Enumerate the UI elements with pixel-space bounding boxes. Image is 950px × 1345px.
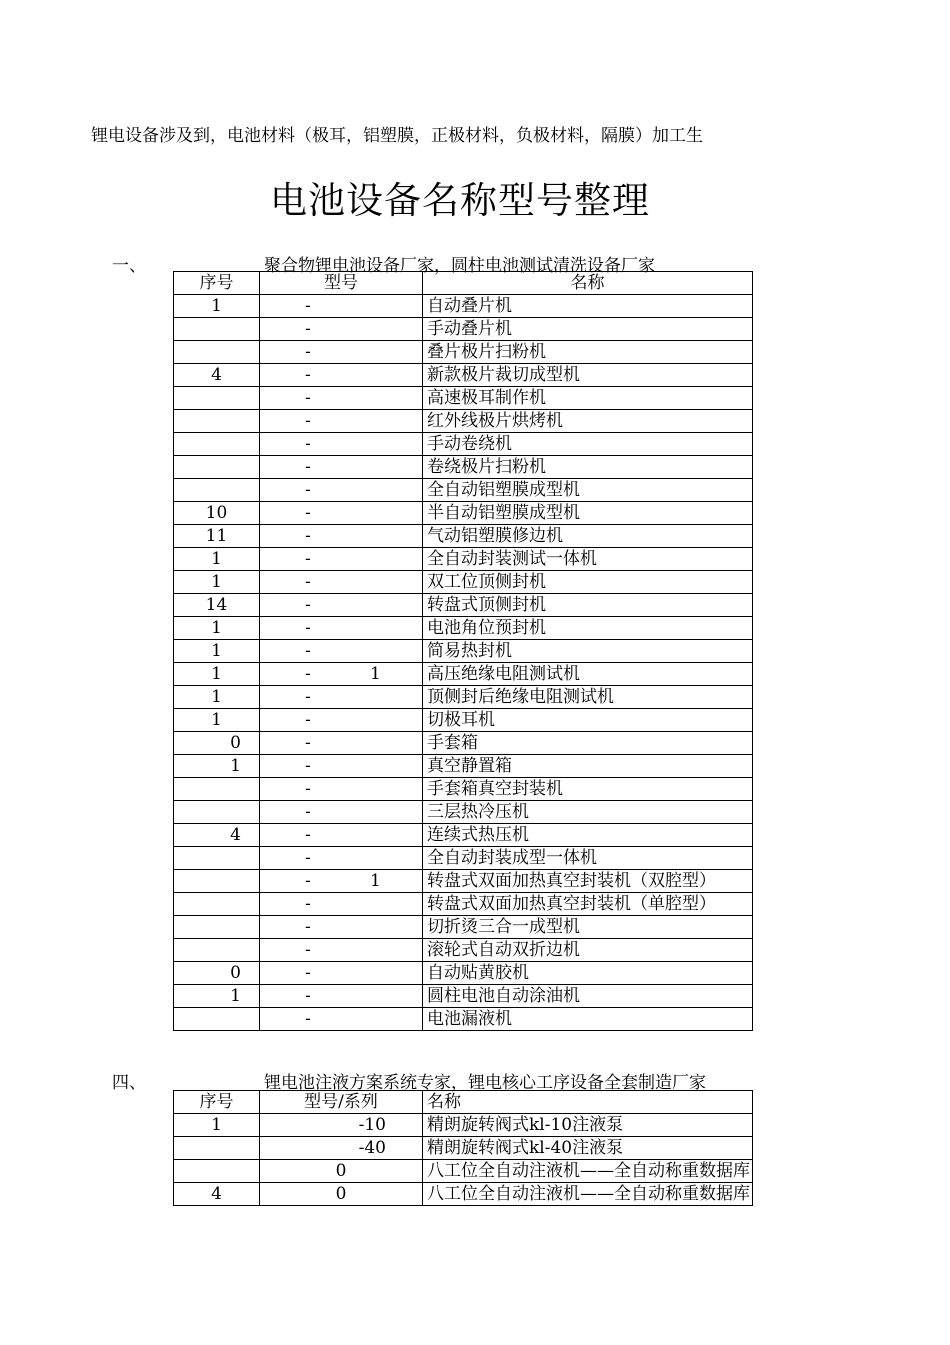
table-row <box>174 1183 753 1206</box>
row-serial <box>174 939 260 962</box>
row-serial <box>174 778 260 801</box>
table-row <box>174 755 753 778</box>
row-serial: 1 <box>174 985 260 1008</box>
row-serial: 0 <box>174 732 260 755</box>
row-model <box>260 870 423 893</box>
row-serial: 1 <box>174 709 260 732</box>
row-name: 全自动封装成型一体机 <box>423 847 753 870</box>
model-dash: - <box>305 434 311 454</box>
row-serial: 10 <box>174 502 260 525</box>
table-row <box>174 1137 753 1160</box>
row-name: 圆柱电池自动涂油机 <box>423 985 753 1008</box>
row-name: 双工位顶侧封机 <box>423 571 753 594</box>
row-serial: 1 <box>174 1114 260 1137</box>
table-row <box>174 640 753 663</box>
intro-text: 锂电设备涉及到，电池材料（极耳，铝塑膜，正极材料，负极材料，隔膜）加工生 <box>91 126 703 146</box>
row-serial <box>174 456 260 479</box>
row-model <box>260 640 423 663</box>
row-model <box>260 594 423 617</box>
model-dash: - <box>305 733 311 753</box>
table-row <box>174 1114 753 1137</box>
table-row <box>174 778 753 801</box>
row-serial <box>174 1160 260 1183</box>
model-dash: - <box>305 779 311 799</box>
model-dash: - <box>305 825 311 845</box>
row-serial: 11 <box>174 525 260 548</box>
row-name: 自动叠片机 <box>423 295 753 318</box>
table-row <box>174 617 753 640</box>
row-serial: 1 <box>174 617 260 640</box>
row-model-series: -10 <box>260 1114 423 1137</box>
row-name: 气动铝塑膜修边机 <box>423 525 753 548</box>
header-model: 型号 <box>260 272 423 295</box>
row-model <box>260 824 423 847</box>
row-name: 高压绝缘电阻测试机 <box>423 663 753 686</box>
row-serial: 4 <box>174 824 260 847</box>
table-row <box>174 893 753 916</box>
row-serial <box>174 433 260 456</box>
table-header-row <box>174 272 753 295</box>
table-row <box>174 456 753 479</box>
row-name: 真空静置箱 <box>423 755 753 778</box>
row-name: 全自动封装测试一体机 <box>423 548 753 571</box>
model-dash: - <box>305 595 311 615</box>
model-dash: - <box>305 871 311 891</box>
table-row <box>174 433 753 456</box>
row-model <box>260 456 423 479</box>
row-serial: 0 <box>174 962 260 985</box>
model-dash: - <box>305 664 311 684</box>
table-row <box>174 594 753 617</box>
row-model-series: 0 <box>260 1183 423 1206</box>
model-dash: - <box>305 641 311 661</box>
row-model <box>260 433 423 456</box>
table-row <box>174 962 753 985</box>
equipment-table-4 <box>173 1090 753 1206</box>
row-name: 精朗旋转阀式kl-40注液泵 <box>423 1137 753 1160</box>
row-name: 电池角位预封机 <box>423 617 753 640</box>
row-serial: 1 <box>174 548 260 571</box>
row-model <box>260 962 423 985</box>
table-row <box>174 410 753 433</box>
model-dash: - <box>305 457 311 477</box>
model-dash: - <box>305 894 311 914</box>
row-serial <box>174 387 260 410</box>
row-model <box>260 663 423 686</box>
row-model <box>260 295 423 318</box>
row-model-series: -40 <box>260 1137 423 1160</box>
header-serial: 序号 <box>174 1091 260 1114</box>
row-serial <box>174 916 260 939</box>
row-model <box>260 847 423 870</box>
model-dash: - <box>305 319 311 339</box>
model-dash: - <box>305 618 311 638</box>
table-row <box>174 870 753 893</box>
model-dash: - <box>305 572 311 592</box>
row-name: 连续式热压机 <box>423 824 753 847</box>
page-title: 电池设备名称型号整理 <box>270 179 650 222</box>
row-name: 新款极片裁切成型机 <box>423 364 753 387</box>
model-dash: - <box>305 940 311 960</box>
row-serial: 1 <box>174 663 260 686</box>
model-suffix: 1 <box>370 871 381 891</box>
model-suffix: 1 <box>370 664 381 684</box>
row-name: 三层热冷压机 <box>423 801 753 824</box>
model-dash: - <box>305 526 311 546</box>
table-row <box>174 801 753 824</box>
row-serial <box>174 341 260 364</box>
row-name: 滚轮式自动双折边机 <box>423 939 753 962</box>
row-name: 叠片极片扫粉机 <box>423 341 753 364</box>
row-serial <box>174 847 260 870</box>
table-row <box>174 732 753 755</box>
row-serial <box>174 410 260 433</box>
row-model <box>260 755 423 778</box>
row-name: 八工位全自动注液机——全自动称重数据库 <box>423 1160 753 1183</box>
header-name: 名称 <box>423 1091 753 1114</box>
table-row <box>174 1008 753 1031</box>
row-model <box>260 479 423 502</box>
header-serial: 序号 <box>174 272 260 295</box>
row-name: 转盘式双面加热真空封装机（双腔型） <box>423 870 753 893</box>
model-dash: - <box>305 411 311 431</box>
table-row <box>174 479 753 502</box>
table-row <box>174 847 753 870</box>
model-dash: - <box>305 917 311 937</box>
table-header-row <box>174 1091 753 1114</box>
row-model <box>260 387 423 410</box>
table-row <box>174 364 753 387</box>
row-name: 卷绕极片扫粉机 <box>423 456 753 479</box>
row-serial: 4 <box>174 364 260 387</box>
row-name: 手动卷绕机 <box>423 433 753 456</box>
row-model <box>260 364 423 387</box>
model-dash: - <box>305 342 311 362</box>
model-dash: - <box>305 480 311 500</box>
row-serial: 1 <box>174 686 260 709</box>
section-4-title: 锂电池注液方案系统专家，锂电核心工序设备全套制造厂家 <box>264 1073 706 1093</box>
row-serial <box>174 479 260 502</box>
model-dash: - <box>305 802 311 822</box>
row-serial <box>174 870 260 893</box>
row-model <box>260 686 423 709</box>
row-name: 手套箱 <box>423 732 753 755</box>
model-dash: - <box>305 756 311 776</box>
row-name: 电池漏液机 <box>423 1008 753 1031</box>
row-model <box>260 939 423 962</box>
row-name: 转盘式顶侧封机 <box>423 594 753 617</box>
model-dash: - <box>305 687 311 707</box>
section-1-number: 一、 <box>112 256 146 276</box>
model-dash: - <box>305 963 311 983</box>
row-name: 顶侧封后绝缘电阻测试机 <box>423 686 753 709</box>
row-name: 转盘式双面加热真空封装机（单腔型） <box>423 893 753 916</box>
row-model <box>260 801 423 824</box>
table-row <box>174 709 753 732</box>
table-row <box>174 525 753 548</box>
table-row <box>174 387 753 410</box>
row-name: 红外线极片烘烤机 <box>423 410 753 433</box>
row-model <box>260 525 423 548</box>
row-model <box>260 985 423 1008</box>
row-model <box>260 709 423 732</box>
table-row <box>174 686 753 709</box>
table-row <box>174 985 753 1008</box>
model-dash: - <box>305 365 311 385</box>
model-dash: - <box>305 710 311 730</box>
model-dash: - <box>305 296 311 316</box>
table-row <box>174 571 753 594</box>
table-row <box>174 663 753 686</box>
model-dash: - <box>305 986 311 1006</box>
table-row <box>174 939 753 962</box>
row-name: 精朗旋转阀式kl-10注液泵 <box>423 1114 753 1137</box>
row-serial: 4 <box>174 1183 260 1206</box>
row-name: 手动叠片机 <box>423 318 753 341</box>
row-model <box>260 617 423 640</box>
row-name: 全自动铝塑膜成型机 <box>423 479 753 502</box>
row-name: 自动贴黄胶机 <box>423 962 753 985</box>
model-dash: - <box>305 549 311 569</box>
row-serial: 1 <box>174 640 260 663</box>
table-row <box>174 824 753 847</box>
header-model-series: 型号/系列 <box>260 1091 423 1114</box>
row-model <box>260 318 423 341</box>
table-row <box>174 341 753 364</box>
row-name: 简易热封机 <box>423 640 753 663</box>
equipment-table-1 <box>173 271 753 1031</box>
row-model <box>260 502 423 525</box>
table-row <box>174 318 753 341</box>
row-serial: 1 <box>174 571 260 594</box>
header-name: 名称 <box>423 272 753 295</box>
row-model <box>260 341 423 364</box>
row-model <box>260 778 423 801</box>
model-dash: - <box>305 1009 311 1029</box>
row-model <box>260 410 423 433</box>
row-serial <box>174 1137 260 1160</box>
row-name: 八工位全自动注液机——全自动称重数据库 <box>423 1183 753 1206</box>
row-name: 切折烫三合一成型机 <box>423 916 753 939</box>
section-1-title: 聚合物锂电池设备厂家，圆柱电池测试清洗设备厂家 <box>264 256 655 276</box>
row-serial <box>174 893 260 916</box>
row-serial: 14 <box>174 594 260 617</box>
table-row <box>174 548 753 571</box>
model-dash: - <box>305 388 311 408</box>
row-model-series: 0 <box>260 1160 423 1183</box>
table-row <box>174 295 753 318</box>
row-serial <box>174 318 260 341</box>
table-row <box>174 502 753 525</box>
row-model <box>260 571 423 594</box>
row-name: 半自动铝塑膜成型机 <box>423 502 753 525</box>
model-dash: - <box>305 848 311 868</box>
row-serial <box>174 1008 260 1031</box>
row-model <box>260 916 423 939</box>
table-row <box>174 1160 753 1183</box>
row-name: 高速极耳制作机 <box>423 387 753 410</box>
table-row <box>174 916 753 939</box>
row-model <box>260 548 423 571</box>
row-model <box>260 893 423 916</box>
row-name: 手套箱真空封装机 <box>423 778 753 801</box>
model-dash: - <box>305 503 311 523</box>
row-serial: 1 <box>174 295 260 318</box>
row-model <box>260 732 423 755</box>
row-model <box>260 1008 423 1031</box>
row-name: 切极耳机 <box>423 709 753 732</box>
section-4-number: 四、 <box>112 1073 146 1093</box>
row-serial: 1 <box>174 755 260 778</box>
row-serial <box>174 801 260 824</box>
